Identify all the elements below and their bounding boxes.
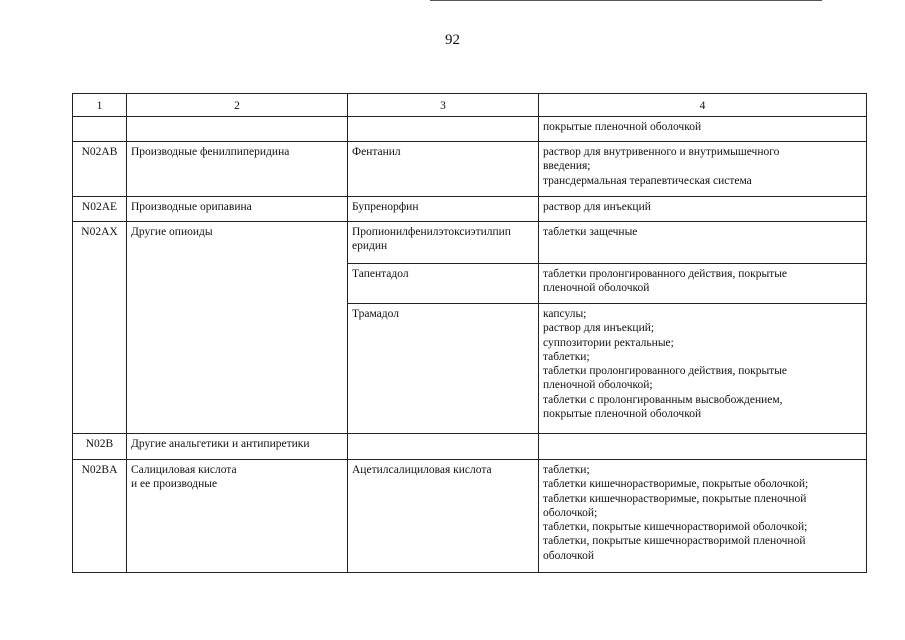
form-line: таблетки, покрытые кишечнорастворимой оболочкой; (543, 521, 808, 534)
forms-cell (539, 222, 867, 264)
atc-code-cell (73, 117, 127, 142)
drug-cell (348, 264, 539, 304)
form-line: оболочкой; (543, 506, 598, 519)
group-cell (127, 434, 348, 460)
form-line: таблетки кишечнорастворимые, покрытые оболочкой; (543, 478, 809, 491)
form-line: таблетки пролонгированного действия, покрытые (543, 365, 788, 378)
drug-line: Бупренорфин (352, 201, 419, 213)
header-col-4: 4 (539, 94, 867, 117)
table-row (73, 197, 867, 222)
group-line: Производные фенилпиперидина (131, 146, 290, 158)
form-line: введения; (543, 160, 591, 173)
drug-line: Ацетилсалициловая кислота (352, 464, 492, 476)
form-line: пленочной оболочкой; (543, 379, 653, 392)
drug-cell (348, 222, 539, 264)
group-cell (127, 222, 348, 434)
drug-line: Пропионилфенилэтоксиэтилпип (352, 226, 511, 238)
table-row (73, 460, 867, 573)
header-col-1: 1 (73, 94, 127, 117)
drug-cell (348, 460, 539, 573)
group-line: и ее производные (131, 478, 218, 491)
page-number: 92 (445, 32, 460, 48)
form-line: таблетки пролонгированного действия, покрытые (543, 268, 788, 280)
drug-cell (348, 142, 539, 197)
form-line: покрытые пленочной оболочкой (543, 408, 702, 421)
group-cell (127, 117, 348, 142)
form-line: пленочной оболочкой (543, 282, 650, 295)
forms-cell (539, 434, 867, 460)
form-line: покрытые пленочной оболочкой (543, 121, 702, 133)
group-cell (127, 197, 348, 222)
drug-cell (348, 117, 539, 142)
atc-code-cell: N02AX (73, 222, 127, 434)
form-line: раствор для внутривенного и внутримышечного (543, 146, 780, 158)
drug-cell (348, 304, 539, 434)
group-cell (127, 460, 348, 573)
drug-line: Трамадол (352, 308, 399, 320)
table-row (73, 117, 867, 142)
form-line: таблетки защечные (543, 226, 638, 238)
table-row (73, 222, 867, 264)
form-line: таблетки; (543, 464, 590, 476)
form-line: капсулы; (543, 308, 587, 320)
forms-cell (539, 264, 867, 304)
atc-code-cell: N02AE (73, 197, 127, 222)
table-row (73, 142, 867, 197)
header-col-2: 2 (127, 94, 348, 117)
forms-cell (539, 142, 867, 197)
header-col-3: 3 (348, 94, 539, 117)
group-line: Салициловая кислота (131, 464, 237, 476)
group-line: Другие анальгетики и антипиретики (131, 438, 310, 450)
form-line: таблетки кишечнорастворимые, покрытые пленочной (543, 492, 807, 505)
group-cell (127, 142, 348, 197)
form-line: раствор для инъекций; (543, 322, 655, 335)
drug-cell (348, 434, 539, 460)
drug-cell (348, 197, 539, 222)
group-line: Другие опиоиды (131, 226, 213, 238)
forms-cell (539, 117, 867, 142)
table-row (73, 434, 867, 460)
form-line: трансдермальная терапевтическая система (543, 174, 752, 187)
top-rule (430, 0, 822, 1)
form-line: раствор для инъекций (543, 201, 651, 213)
table-header-row (73, 94, 867, 117)
drug-line: еридин (352, 240, 388, 253)
form-line: таблетки; (543, 350, 590, 363)
atc-code-cell: N02B (73, 434, 127, 460)
form-line: таблетки, покрытые кишечнорастворимой пленочной (543, 535, 806, 548)
form-line: таблетки с пролонгированным высвобождением, (543, 393, 783, 406)
atc-code-cell: N02AB (73, 142, 127, 197)
group-line: Производные орипавина (131, 201, 252, 213)
forms-cell (539, 304, 867, 434)
form-line: оболочкой (543, 549, 595, 562)
atc-code-cell: N02BA (73, 460, 127, 573)
forms-cell (539, 460, 867, 573)
drug-table (72, 93, 867, 573)
forms-cell (539, 197, 867, 222)
form-line: суппозитории ректальные; (543, 336, 674, 349)
drug-line: Тапентадол (352, 268, 409, 280)
drug-line: Фентанил (352, 146, 401, 158)
